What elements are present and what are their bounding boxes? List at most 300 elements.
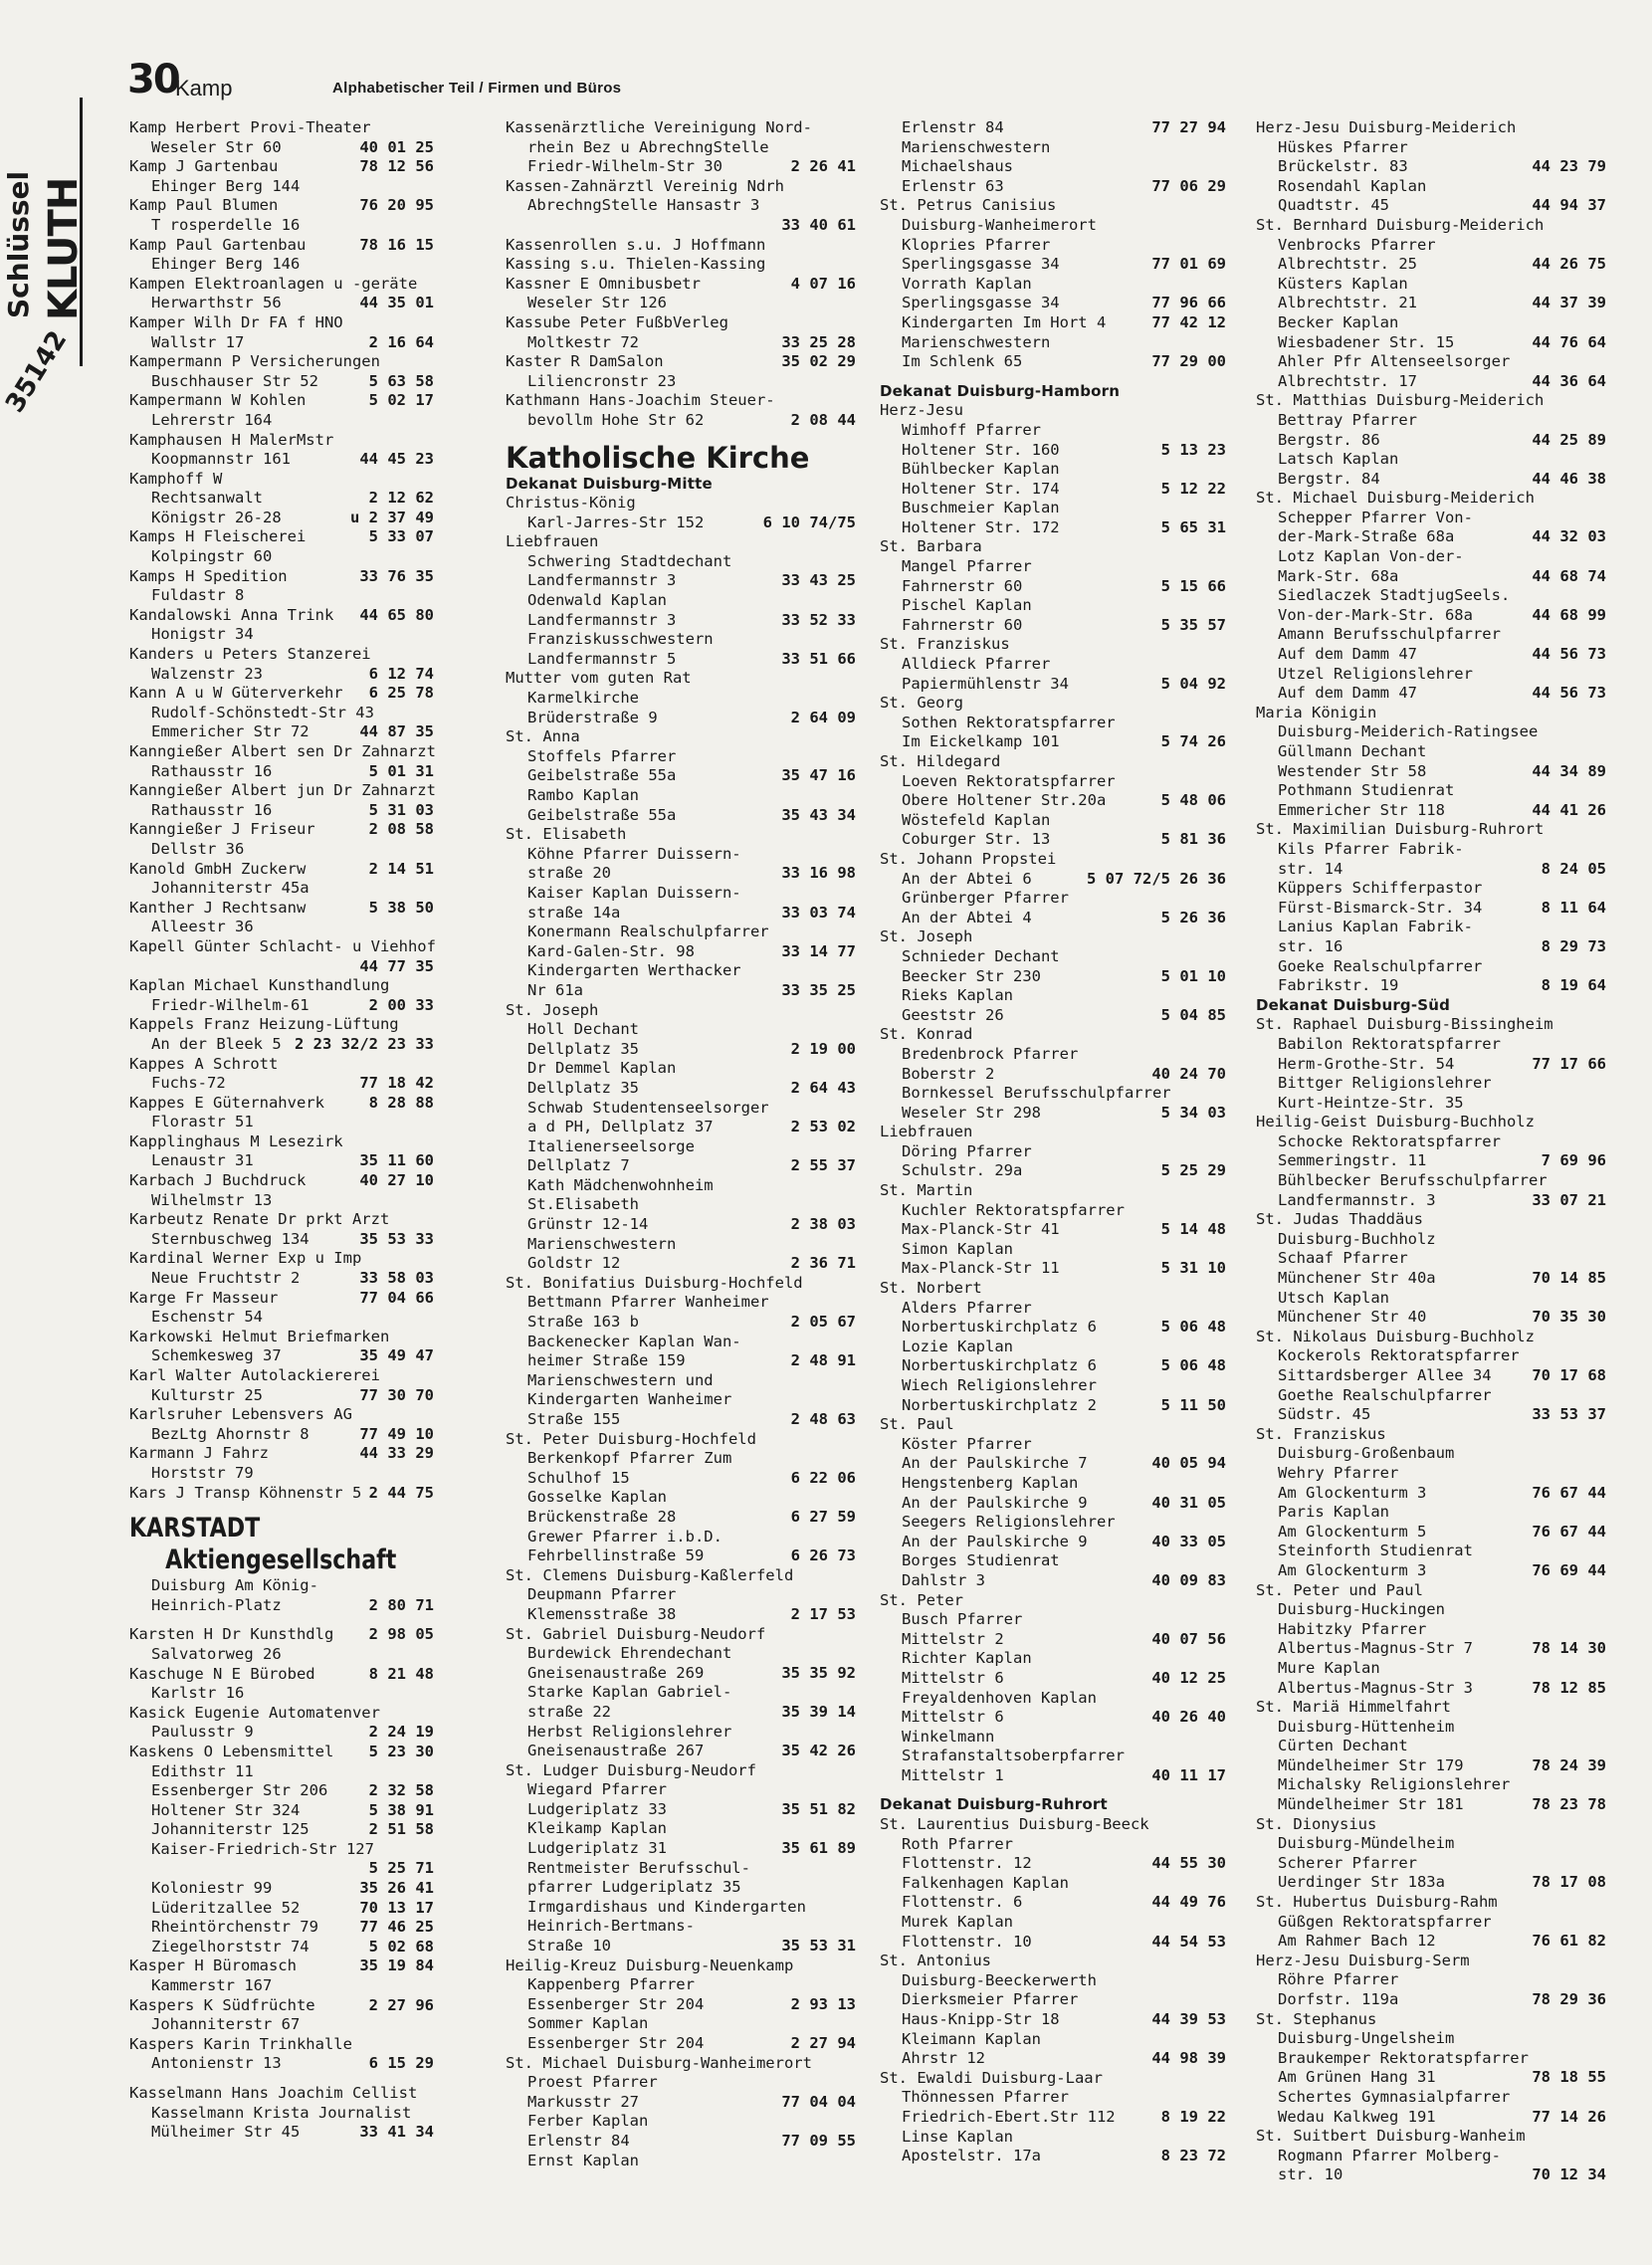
directory-line <box>506 1430 856 1450</box>
entry-text: Sternbuschweg 134 <box>151 1229 310 1248</box>
directory-line <box>506 177 856 197</box>
entry-text: Scherer Pfarrer <box>1278 1853 1417 1872</box>
directory-line <box>880 2049 1226 2069</box>
entry-text: Erlenstr 84 <box>902 118 1004 136</box>
directory-line <box>880 1933 1226 1953</box>
directory-line <box>880 1240 1226 1260</box>
directory-line <box>129 996 434 1016</box>
phone-number: 6 12 74 <box>368 664 434 683</box>
entry-text: St. Paul <box>880 1415 954 1434</box>
directory-line <box>880 1766 1226 1786</box>
directory-line <box>880 1610 1226 1630</box>
directory-line <box>129 567 434 587</box>
phone-number: 77 01 69 <box>1151 255 1226 274</box>
directory-line <box>1256 1015 1606 1035</box>
directory-line <box>880 1396 1226 1416</box>
directory-line <box>1256 1094 1606 1114</box>
directory-line <box>1256 1854 1606 1874</box>
entry-text: Güllmann Dechant <box>1278 742 1427 760</box>
entry-text: Karlsruher Lebensvers AG <box>129 1405 352 1424</box>
entry-text: Buschhauser Str 52 <box>151 371 318 390</box>
directory-line <box>506 2112 856 2132</box>
phone-number: 5 01 31 <box>368 761 434 780</box>
phone-number: 5 13 23 <box>1160 440 1226 459</box>
phone-number: 5 35 57 <box>1160 615 1226 634</box>
phone-number: 44 68 74 <box>1532 566 1606 585</box>
entry-text: straße 14a <box>527 903 621 922</box>
directory-line <box>129 781 434 801</box>
phone-number: 2 38 03 <box>790 1215 856 1234</box>
directory-line <box>880 635 1226 655</box>
phone-number: 77 96 66 <box>1151 294 1226 312</box>
directory-line <box>1256 2147 1606 2166</box>
entry-text: Ludgeriplatz 31 <box>527 1839 667 1858</box>
directory-line <box>1256 1620 1606 1640</box>
entry-text: Coburger Str. 13 <box>902 830 1051 849</box>
entry-text: St. Maximilian Duisburg-Ruhrort <box>1256 820 1545 839</box>
directory-line <box>506 591 856 611</box>
phone-number: 5 63 58 <box>368 371 434 390</box>
phone-number: 33 43 25 <box>781 571 856 590</box>
entry-text: Norbertuskirchplatz 6 <box>902 1356 1097 1375</box>
phone-number: 33 41 34 <box>359 2123 434 2142</box>
directory-line <box>506 2152 856 2171</box>
entry-text: Freyaldenhoven Kaplan <box>902 1688 1097 1707</box>
entry-text: Friedr-Wilhelm-Str 30 <box>527 157 723 176</box>
directory-line <box>506 1001 856 1021</box>
directory-line <box>129 1704 434 1724</box>
phone-number: 44 26 75 <box>1532 255 1606 274</box>
directory-line <box>1256 275 1606 295</box>
directory-line <box>880 986 1226 1006</box>
directory-line <box>1256 1659 1606 1679</box>
phone-number: 35 42 26 <box>781 1742 856 1760</box>
phone-number: 35 49 47 <box>359 1346 434 1365</box>
phone-number: 78 23 78 <box>1532 1795 1606 1814</box>
directory-line <box>880 850 1226 870</box>
directory-line <box>506 1488 856 1508</box>
directory-line <box>880 596 1226 616</box>
directory-line <box>129 1386 434 1406</box>
directory-line <box>880 537 1226 557</box>
section-title: Alphabetischer Teil / Firmen und Büros <box>332 80 622 97</box>
entry-text: Küsters Kaplan <box>1278 274 1408 293</box>
phone-number: 2 51 58 <box>368 1820 434 1839</box>
phone-number: 6 27 59 <box>790 1507 856 1526</box>
entry-text: Rosendahl Kaplan <box>1278 176 1427 195</box>
phone-number: 2 44 75 <box>368 1483 434 1502</box>
entry-text: Irmgardishaus und Kindergarten <box>527 1897 806 1916</box>
entry-text: Albrechtstr. 21 <box>1278 294 1417 312</box>
entry-text: Kampermann P Versicherungen <box>129 352 380 371</box>
entry-text: Duisburg-Ungelsheim <box>1278 2029 1455 2048</box>
entry-text: Lenaustr 31 <box>151 1151 254 1170</box>
entry-text: Markusstr 27 <box>527 2092 639 2111</box>
directory-line <box>1256 1386 1606 1406</box>
entry-text: St.Elisabeth <box>527 1195 639 1214</box>
phone-number: 77 04 04 <box>781 2092 856 2111</box>
entry-text: Schocke Rektoratspfarrer <box>1278 1132 1501 1150</box>
entry-text: Rheintörchenstr 79 <box>151 1918 318 1937</box>
entry-text: Berkenkopf Pfarrer Zum <box>527 1449 732 1468</box>
directory-line <box>1256 1328 1606 1347</box>
directory-line <box>880 616 1226 636</box>
entry-text: Wallstr 17 <box>151 332 245 351</box>
advert-heading: KARSTADT <box>129 1513 261 1544</box>
phone-number: 78 18 55 <box>1532 2068 1606 2087</box>
directory-line <box>1256 1484 1606 1504</box>
entry-text: St. Konrad <box>880 1025 973 1044</box>
directory-line <box>506 1215 856 1235</box>
directory-line <box>1256 1444 1606 1464</box>
directory-line <box>1256 1756 1606 1776</box>
entry-text: Kassenrollen s.u. J Hoffmann <box>506 235 766 254</box>
phone-number: 40 33 05 <box>1151 1532 1226 1550</box>
directory-line <box>880 313 1226 333</box>
entry-text: Kammerstr 167 <box>151 1976 273 1995</box>
directory-line <box>1256 1074 1606 1094</box>
directory-line <box>880 694 1226 714</box>
directory-line <box>880 1201 1226 1221</box>
entry-text: Emmericher Str 118 <box>1278 800 1445 819</box>
directory-line <box>880 1669 1226 1689</box>
directory-line <box>1256 1795 1606 1815</box>
directory-line <box>880 1045 1226 1065</box>
entry-text: Semmeringstr. 11 <box>1278 1151 1427 1170</box>
entry-text: Busch Pfarrer <box>902 1610 1023 1629</box>
directory-line <box>1256 1542 1606 1561</box>
entry-text: Sperlingsgasse 34 <box>902 255 1060 274</box>
directory-line <box>129 118 434 138</box>
directory-line <box>1256 352 1606 372</box>
entry-text: Mangel Pfarrer <box>902 557 1032 576</box>
phone-number: 77 18 42 <box>359 1074 434 1093</box>
entry-text: Köster Pfarrer <box>902 1434 1032 1453</box>
entry-text: Am Rahmer Bach 12 <box>1278 1932 1436 1951</box>
phone-number: 44 56 73 <box>1532 645 1606 664</box>
entry-text: Mure Kaplan <box>1278 1658 1380 1677</box>
directory-line <box>129 1444 434 1464</box>
directory-line <box>129 1918 434 1938</box>
phone-number: 4 07 16 <box>790 274 856 293</box>
directory-line <box>880 177 1226 197</box>
entry-text: Max-Planck-Str 11 <box>902 1259 1060 1278</box>
directory-line <box>506 630 856 650</box>
directory-line <box>129 665 434 685</box>
directory-line <box>1256 976 1606 996</box>
directory-line <box>880 1747 1226 1766</box>
phone-number: 40 09 83 <box>1151 1570 1226 1589</box>
phone-number: 40 07 56 <box>1151 1629 1226 1648</box>
directory-line <box>506 157 856 177</box>
entry-text: Franziskusschwestern <box>527 630 714 649</box>
entry-text: Auf dem Damm 47 <box>1278 645 1417 664</box>
subsection-title: Dekanat Duisburg-Süd <box>1256 995 1451 1014</box>
directory-line <box>880 2108 1226 2128</box>
phone-number: 78 16 15 <box>359 235 434 254</box>
directory-line <box>506 372 856 392</box>
entry-text: Straße 155 <box>527 1410 621 1428</box>
directory-line <box>1256 1600 1606 1620</box>
subsection-heading <box>880 1795 1226 1815</box>
directory-line <box>1256 762 1606 782</box>
directory-line <box>880 1815 1226 1835</box>
directory-line <box>1256 1873 1606 1893</box>
entry-text: Steinforth Studienrat <box>1278 1542 1473 1560</box>
directory-line <box>880 1181 1226 1201</box>
directory-line <box>506 1800 856 1820</box>
phone-number: 7 69 96 <box>1541 1151 1606 1170</box>
phone-number: 44 39 53 <box>1151 2010 1226 2028</box>
directory-line <box>1256 1561 1606 1581</box>
directory-line <box>1256 2127 1606 2147</box>
phone-number: 44 76 64 <box>1532 332 1606 351</box>
directory-line <box>506 1195 856 1215</box>
directory-line <box>1256 625 1606 645</box>
entry-text: Kassen-Zahnärztl Vereinig Ndrh <box>506 176 784 195</box>
entry-text: Kassing s.u. Thielen-Kassing <box>506 255 766 274</box>
entry-text: Landfermannstr 3 <box>527 610 677 629</box>
directory-line <box>1256 2108 1606 2128</box>
entry-text: Mittelstr 2 <box>902 1629 1004 1648</box>
directory-line <box>880 118 1226 138</box>
directory-line <box>880 1220 1226 1240</box>
directory-line <box>506 1020 856 1040</box>
phone-number: 5 23 30 <box>368 1742 434 1760</box>
directory-line <box>1256 1815 1606 1835</box>
directory-line <box>506 411 856 431</box>
phone-number: 2 23 32/2 23 33 <box>295 1034 434 1053</box>
phone-number: 6 26 73 <box>790 1546 856 1565</box>
entry-text: Ehinger Berg 146 <box>151 255 301 274</box>
entry-text: Kardinal Werner Exp u Imp <box>129 1249 362 1268</box>
entry-text: Kasselmann Krista Journalist <box>151 2103 412 2122</box>
entry-text: Sothen Rektoratspfarrer <box>902 713 1116 731</box>
directory-line <box>880 421 1226 441</box>
entry-text: Kaiser Kaplan Duissern- <box>527 883 741 902</box>
phone-number: 2 64 43 <box>790 1078 856 1097</box>
directory-line <box>1256 1834 1606 1854</box>
directory-line <box>880 352 1226 372</box>
directory-line <box>129 1074 434 1094</box>
entry-text: Moltkestr 72 <box>527 332 639 351</box>
directory-line <box>880 889 1226 909</box>
phone-number: 40 26 40 <box>1151 1708 1226 1727</box>
directory-line <box>506 2093 856 2113</box>
directory-line <box>506 118 856 138</box>
entry-text: der-Mark-Straße 68a <box>1278 527 1455 546</box>
directory-line <box>880 2030 1226 2050</box>
phone-number: 33 16 98 <box>781 864 856 883</box>
entry-text: Rieks Kaplan <box>902 986 1013 1005</box>
entry-text: St. Peter und Paul <box>1256 1580 1423 1599</box>
entry-text: St. Matthias Duisburg-Meiderich <box>1256 391 1545 410</box>
phone-number: 40 01 25 <box>359 137 434 156</box>
entry-text: straße 22 <box>527 1702 611 1721</box>
phone-number: 5 34 03 <box>1160 1103 1226 1122</box>
entry-text: Kaspers K Südfrüchte <box>129 1995 315 2014</box>
directory-line <box>506 333 856 353</box>
directory-line <box>1256 1405 1606 1425</box>
entry-text: Siedlaczek StadtjugSeels. <box>1278 586 1511 605</box>
phone-number: 33 52 33 <box>781 610 856 629</box>
directory-line <box>1256 722 1606 742</box>
directory-line <box>506 669 856 689</box>
entry-text: Im Eickelkamp 101 <box>902 732 1060 751</box>
directory-line <box>129 2084 434 2104</box>
phone-number: 33 07 21 <box>1532 1190 1606 1209</box>
directory-line <box>880 947 1226 967</box>
entry-text: Burdewick Ehrendechant <box>527 1644 732 1663</box>
entry-text: Kasper H Büromasch <box>129 1956 297 1975</box>
entry-text: Bettray Pfarrer <box>1278 410 1417 429</box>
entry-text: An der Bleek 5 <box>151 1034 282 1053</box>
directory-line <box>880 1338 1226 1357</box>
directory-line <box>129 2035 434 2055</box>
directory-line <box>129 1015 434 1035</box>
entry-text: Kamp J Gartenbau <box>129 157 279 176</box>
entry-text: Kath Mädchenwohnheim <box>527 1175 714 1194</box>
directory-line <box>506 494 856 514</box>
directory-line <box>1256 704 1606 723</box>
phone-number: 6 22 06 <box>790 1468 856 1487</box>
entry-text: AbrechngStelle Hansastr 3 <box>527 196 760 215</box>
directory-line <box>129 1684 434 1704</box>
entry-text: Am Glockenturm 3 <box>1278 1560 1427 1579</box>
directory-line <box>506 275 856 295</box>
entry-text: Starke Kaplan Gabriel- <box>527 1683 732 1702</box>
entry-text: Grewer Pfarrer i.b.D. <box>527 1527 723 1545</box>
entry-text: BezLtg Ahornstr 8 <box>151 1424 310 1443</box>
subsection-title: Dekanat Duisburg-Hamborn <box>880 381 1121 400</box>
entry-text: Schemkesweg 37 <box>151 1346 282 1365</box>
directory-line <box>506 1235 856 1255</box>
directory-line <box>1256 567 1606 587</box>
entry-text: St. Norbert <box>880 1279 982 1298</box>
phone-number: 2 00 33 <box>368 995 434 1014</box>
directory-line <box>880 1104 1226 1124</box>
entry-text: Kasselmann Hans Joachim Cellist <box>129 2084 418 2102</box>
entry-text: St. Joseph <box>506 1000 599 1019</box>
directory-line <box>880 1435 1226 1455</box>
directory-line <box>129 509 434 528</box>
phone-number: 8 23 72 <box>1160 2147 1226 2165</box>
entry-text: Goethe Realschulpfarrer <box>1278 1385 1492 1404</box>
entry-text: Weseler Str 298 <box>902 1103 1041 1122</box>
directory-line <box>129 1346 434 1366</box>
phone-number: 70 13 17 <box>359 1898 434 1917</box>
entry-text: Kaspers Karin Trinkhalle <box>129 2034 352 2053</box>
phone-number: 35 61 89 <box>781 1839 856 1858</box>
phone-number: 5 07 72/5 26 36 <box>1087 869 1226 888</box>
entry-text: Dahlstr 3 <box>902 1570 985 1589</box>
directory-line <box>1256 1913 1606 1933</box>
directory-line <box>129 1210 434 1230</box>
phone-number: 35 39 14 <box>781 1702 856 1721</box>
entry-text: Mittelstr 1 <box>902 1765 1004 1784</box>
entry-text: Kaplan Michael Kunsthandlung <box>129 976 390 995</box>
entry-text: Italienerseelsorge <box>527 1136 695 1155</box>
directory-line <box>129 918 434 937</box>
entry-text: Sperlingsgasse 34 <box>902 294 1060 312</box>
directory-line <box>129 704 434 723</box>
directory-line <box>506 514 856 533</box>
phone-number: 2 53 02 <box>790 1118 856 1136</box>
directory-line <box>1256 1679 1606 1699</box>
phone-number: 44 41 26 <box>1532 800 1606 819</box>
phone-number: 2 12 62 <box>368 489 434 508</box>
phone-number: 44 54 53 <box>1151 1932 1226 1951</box>
entry-text: An der Paulskirche 9 <box>902 1532 1088 1550</box>
phone-number: 40 24 70 <box>1151 1064 1226 1083</box>
directory-line <box>506 1137 856 1157</box>
directory-line <box>1256 1308 1606 1328</box>
entry-text: Obere Holtener Str.20a <box>902 791 1107 810</box>
entry-text: An der Paulskirche 9 <box>902 1493 1088 1512</box>
entry-text: Schepper Pfarrer Von- <box>1278 508 1473 526</box>
directory-line <box>506 1625 856 1645</box>
directory-line <box>880 499 1226 518</box>
entry-text: Bredenbrock Pfarrer <box>902 1044 1079 1063</box>
entry-text: Duisburg-Hüttenheim <box>1278 1717 1455 1736</box>
directory-line <box>880 1533 1226 1552</box>
entry-text: Königstr 26-28 <box>151 508 282 526</box>
directory-line <box>129 1151 434 1171</box>
directory-line <box>1256 157 1606 177</box>
phone-number: 77 29 00 <box>1151 352 1226 371</box>
directory-line <box>506 1059 856 1079</box>
directory-line <box>506 1469 856 1489</box>
entry-text: Simon Kaplan <box>902 1239 1013 1258</box>
entry-text: Kamp Paul Blumen <box>129 196 279 215</box>
phone-number: 35 19 84 <box>359 1956 434 1975</box>
phone-number: 5 65 31 <box>1160 517 1226 536</box>
entry-text: Grünberger Pfarrer <box>902 889 1069 908</box>
entry-text: Gosselke Kaplan <box>527 1488 667 1507</box>
phone-number: 40 11 17 <box>1151 1765 1226 1784</box>
directory-line <box>129 1956 434 1976</box>
directory-line <box>506 904 856 924</box>
phone-number: 77 46 25 <box>359 1918 434 1937</box>
spacer <box>880 372 1226 382</box>
entry-text: Fabrikstr. 19 <box>1278 976 1399 995</box>
directory-line <box>129 1035 434 1055</box>
directory-line <box>880 811 1226 831</box>
phone-number: 2 64 09 <box>790 708 856 726</box>
entry-text: Essenberger Str 206 <box>151 1781 328 1800</box>
entry-text: Kasick Eugenie Automatenver <box>129 1703 380 1722</box>
directory-line <box>506 1703 856 1723</box>
directory-line <box>129 216 434 236</box>
directory-line <box>129 1132 434 1152</box>
entry-text: str. 10 <box>1278 2165 1343 2184</box>
directory-line <box>1256 470 1606 490</box>
entry-text: Holtener Str. 172 <box>902 517 1060 536</box>
directory-line <box>129 1859 434 1879</box>
directory-line <box>1256 547 1606 567</box>
phone-number: 35 02 29 <box>781 352 856 371</box>
entry-text: Florastr 51 <box>151 1113 254 1132</box>
directory-line <box>129 1899 434 1919</box>
directory-line <box>880 1356 1226 1376</box>
directory-line <box>506 709 856 728</box>
phone-number: u 2 37 49 <box>350 508 434 526</box>
entry-text: Karmann J Fahrz <box>129 1444 269 1463</box>
directory-line <box>129 1781 434 1801</box>
entry-text: An der Paulskirche 7 <box>902 1454 1088 1473</box>
directory-line <box>506 1819 856 1839</box>
entry-text: Proest Pfarrer <box>527 2073 658 2092</box>
